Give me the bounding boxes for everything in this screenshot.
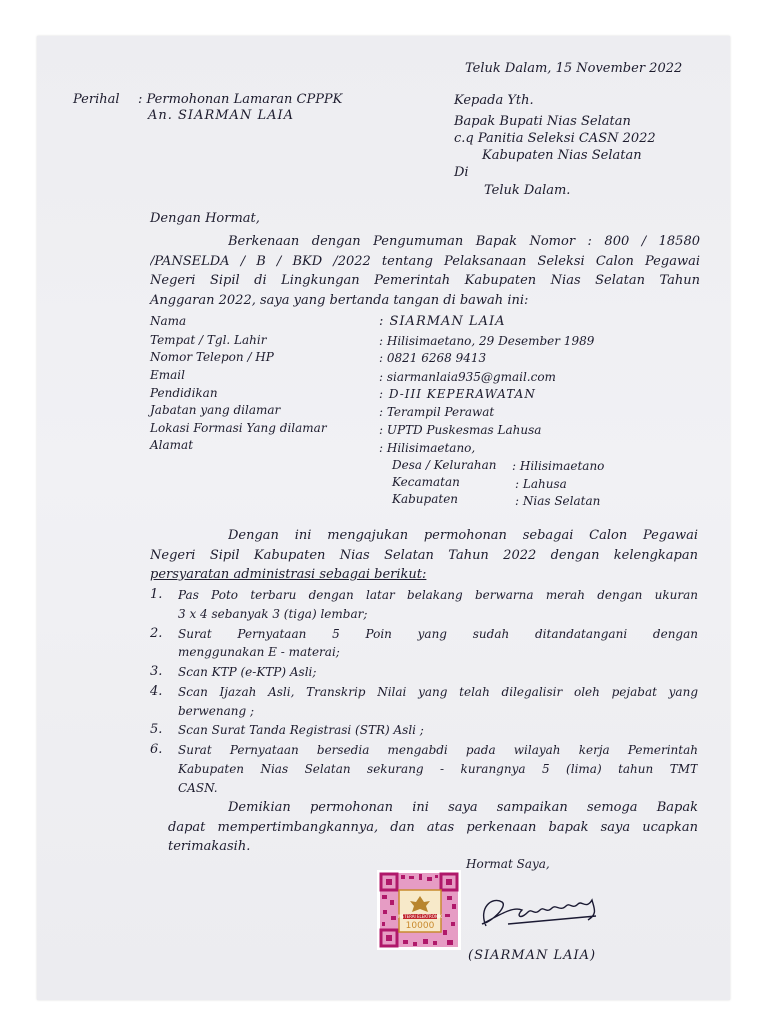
stamp-value: 10000 [405, 921, 435, 931]
recipient-line-6: Teluk Dalam. [484, 183, 571, 198]
recipient-line-4: Kabupaten Nias Selatan [482, 148, 642, 163]
letter-paper [37, 36, 730, 1000]
address-value-kecamatan: : Lahusa [515, 477, 567, 491]
intro-line: Berkenaan dengan Pengumuman Bapak Nomor : 800 / 18580 [228, 234, 700, 249]
request-line: Negeri Sipil Kabupaten Nias Selatan Tahun 2022 dengan kelengkapan [150, 548, 698, 563]
field-label-ttl: Tempat / Tgl. Lahir [150, 333, 267, 347]
field-label-phone: Nomor Telepon / HP [150, 350, 274, 364]
req-text: berwenang ; [178, 704, 255, 718]
address-value-desa: : Hilisimaetano [512, 459, 605, 473]
req-text: Surat Pernyataan bersedia mengabdi pada wilayah kerja Pemerintah [178, 743, 698, 757]
field-value-email: : siarmanlaia935@gmail.com [379, 370, 556, 384]
field-value-alamat: : Hilisimaetano, [379, 441, 476, 455]
recipient-line-1: Kepada Yth. [454, 93, 534, 108]
field-label-jabatan: Jabatan yang dilamar [150, 403, 281, 417]
req-text: CASN. [178, 781, 218, 795]
stamp-label: METERAI ELEKTRONIK [398, 914, 442, 919]
recipient-line-3: c.q Panitia Seleksi CASN 2022 [454, 131, 656, 146]
intro-line: Negeri Sipil di Lingkungan Pemerintah Kabupaten Nias Selatan Tahun [150, 273, 700, 288]
req-num: 1. [150, 587, 163, 602]
recipient-line-2: Bapak Bupati Nias Selatan [454, 114, 631, 129]
req-num: 3. [150, 664, 163, 679]
closing-line: terimakasih. [168, 839, 251, 854]
signature-icon [468, 886, 608, 936]
recipient-line-5: Di [454, 165, 469, 180]
field-label-email: Email [150, 368, 185, 382]
qr-code-icon [377, 870, 461, 950]
perihal-label: Perihal [73, 92, 120, 107]
req-num: 5. [150, 722, 163, 737]
req-num: 6. [150, 742, 163, 757]
closing-line: dapat mempertimbangkannya, dan atas perkenaan bapak saya ucapkan [168, 820, 698, 835]
field-value-pendidikan: : D-III KEPERAWATAN [379, 387, 536, 401]
field-label-pendidikan: Pendidikan [150, 386, 218, 400]
perihal-name: An. SIARMAN LAIA [148, 108, 294, 123]
field-value-phone: : 0821 6268 9413 [379, 351, 487, 365]
field-value-nama: : SIARMAN LAIA [379, 314, 506, 329]
perihal-value: : Permohonan Lamaran CPPPK [138, 92, 343, 107]
req-text: 3 x 4 sebanyak 3 (tiga) lembar; [178, 607, 368, 621]
req-text: menggunakan E - materai; [178, 645, 340, 659]
address-label-kecamatan: Kecamatan [392, 475, 460, 489]
address-label-desa: Desa / Kelurahan [392, 458, 497, 472]
field-value-jabatan: : Terampil Perawat [379, 405, 495, 419]
request-line: Dengan ini mengajukan permohonan sebagai Calon Pegawai [228, 528, 698, 543]
req-text: Scan KTP (e-KTP) Asli; [178, 665, 317, 679]
req-text: Scan Surat Tanda Registrasi (STR) Asli ; [178, 723, 424, 737]
salutation: Dengan Hormat, [150, 211, 260, 226]
field-label-lokasi: Lokasi Formasi Yang dilamar [150, 421, 327, 435]
req-num: 4. [150, 684, 163, 699]
req-text: Kabupaten Nias Selatan sekurang - kurangnya 5 (lima) tahun TMT [178, 762, 698, 776]
e-materai-stamp [377, 870, 461, 950]
field-label-alamat: Alamat [150, 438, 194, 452]
req-num: 2. [150, 626, 163, 641]
req-text: Pas Poto terbaru dengan latar belakang berwarna merah dengan ukuran [178, 588, 698, 602]
field-value-ttl: : Hilisimaetano, 29 Desember 1989 [379, 334, 595, 348]
address-label-kabupaten: Kabupaten [392, 492, 459, 506]
req-text: Scan Ijazah Asli, Transkrip Nilai yang telah dilegalisir oleh pejabat yang [178, 685, 698, 699]
intro-line: Anggaran 2022, saya yang bertanda tangan di bawah ini: [150, 293, 529, 308]
field-label-nama: Nama [150, 314, 187, 328]
closing-line: Demikian permohonan ini saya sampaikan semoga Bapak [228, 800, 698, 815]
request-line: persyaratan administrasi sebagai berikut: [150, 567, 427, 582]
signer-name: (SIARMAN LAIA) [468, 948, 597, 963]
place-date: Teluk Dalam, 15 November 2022 [465, 61, 683, 76]
req-text: Surat Pernyataan 5 Poin yang sudah ditandatangani dengan [178, 627, 698, 641]
regards-text: Hormat Saya, [466, 857, 550, 871]
field-value-lokasi: : UPTD Puskesmas Lahusa [379, 423, 542, 437]
address-value-kabupaten: : Nias Selatan [515, 494, 601, 508]
intro-line: /PANSELDA / B / BKD /2022 tentang Pelaksanaan Seleksi Calon Pegawai [150, 254, 700, 269]
